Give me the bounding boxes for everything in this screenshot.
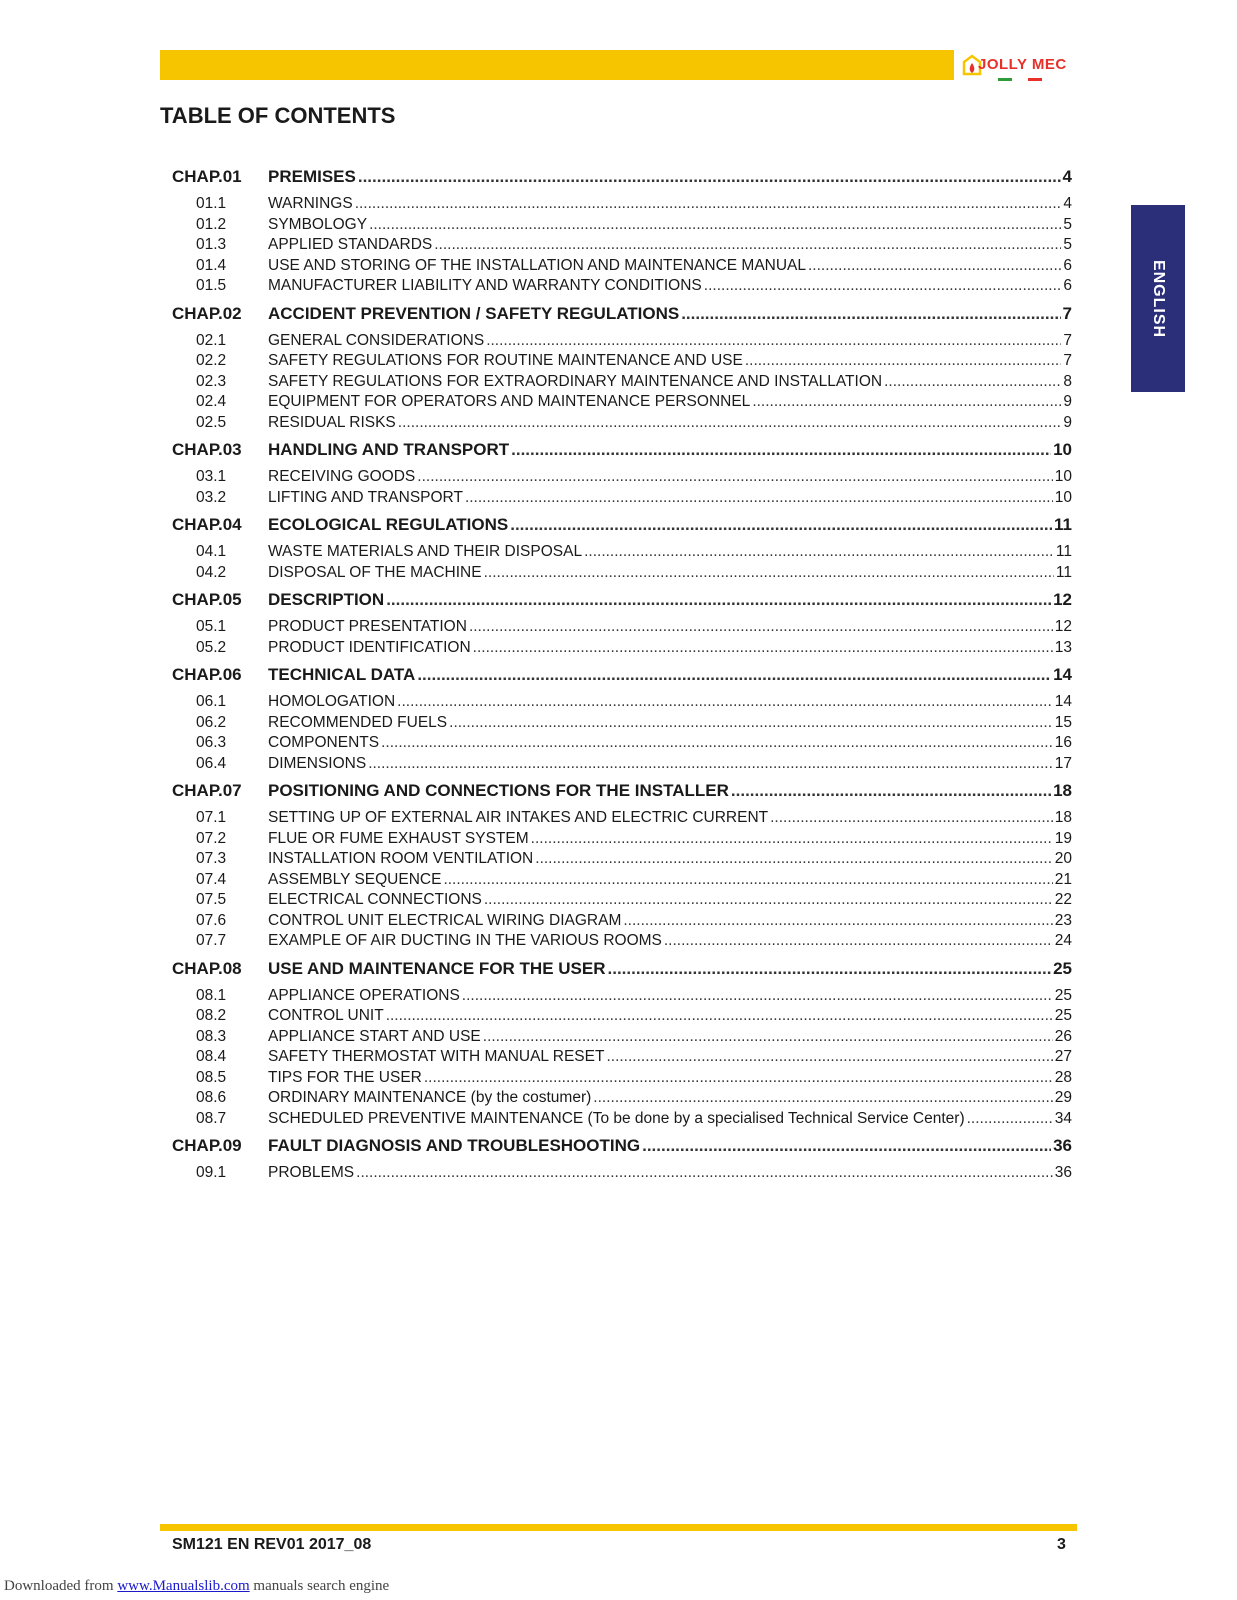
dot-leader <box>606 1048 1052 1066</box>
chapter-page: 10 <box>1053 440 1072 459</box>
section-page: 34 <box>1054 1109 1072 1127</box>
toc-chapter-row[interactable] <box>172 304 1072 332</box>
section-number: 01.2 <box>196 215 227 233</box>
dot-leader <box>967 1110 1053 1128</box>
dot-leader <box>484 564 1054 582</box>
chapter-page: 4 <box>1062 167 1072 186</box>
section-title: SYMBOLOGY <box>268 215 368 233</box>
toc-section-row[interactable] <box>172 1007 1072 1028</box>
chapter-number: CHAP.03 <box>172 440 242 459</box>
dot-leader <box>608 959 1052 979</box>
section-page: 17 <box>1054 754 1072 772</box>
section-page: 5 <box>1063 215 1072 233</box>
dot-leader <box>473 639 1053 657</box>
chapter-number: CHAP.01 <box>172 167 242 186</box>
toc-section-row[interactable] <box>172 393 1072 414</box>
brand-logo <box>962 50 1082 84</box>
section-page: 29 <box>1054 1089 1072 1106</box>
toc-chapter-row[interactable] <box>172 590 1072 618</box>
dot-leader <box>623 912 1052 930</box>
toc-chapter <box>172 590 1072 659</box>
dot-leader <box>398 414 1062 432</box>
section-title: APPLIANCE START AND USE <box>268 1027 481 1045</box>
section-title: DIMENSIONS <box>268 754 367 772</box>
dot-leader <box>681 304 1060 324</box>
section-page: 27 <box>1054 1048 1072 1065</box>
dot-leader <box>443 871 1052 889</box>
toc-chapter <box>172 167 1072 298</box>
section-title: PRODUCT PRESENTATION <box>268 618 467 635</box>
chapter-number: CHAP.07 <box>172 781 242 800</box>
section-number: 04.1 <box>196 543 227 560</box>
toc-section-row[interactable] <box>172 987 1072 1008</box>
section-number: 05.1 <box>196 618 227 635</box>
toc-section-row[interactable] <box>172 543 1072 564</box>
chapter-title: DESCRIPTION <box>268 590 385 609</box>
toc-chapter <box>172 781 1072 953</box>
section-number: 02.3 <box>196 372 227 390</box>
section-page: 18 <box>1054 809 1072 826</box>
dot-leader <box>531 830 1053 848</box>
toc-chapter-row[interactable] <box>172 167 1072 195</box>
toc-chapter-row[interactable] <box>172 515 1072 543</box>
section-title: SAFETY REGULATIONS FOR EXTRAORDINARY MAINTENANCE AND INSTALLATION <box>268 372 883 390</box>
chapter-title: FAULT DIAGNOSIS AND TROUBLESHOOTING <box>268 1136 641 1155</box>
section-number: 01.4 <box>196 256 227 274</box>
section-number: 07.4 <box>196 870 227 888</box>
section-title: WASTE MATERIALS AND THEIR DISPOSAL <box>268 543 583 560</box>
section-title: SCHEDULED PREVENTIVE MAINTENANCE (To be done by a specialised Technical Service Center) <box>268 1109 965 1127</box>
dot-leader <box>434 236 1061 254</box>
dot-leader <box>808 257 1061 275</box>
section-number: 06.3 <box>196 734 227 751</box>
dot-leader <box>424 1069 1053 1087</box>
section-number: 03.1 <box>196 468 227 485</box>
section-number: 08.2 <box>196 1007 227 1024</box>
toc-section-row[interactable] <box>172 809 1072 830</box>
section-page: 6 <box>1063 256 1072 274</box>
section-number: 07.7 <box>196 932 227 949</box>
dot-leader <box>368 755 1053 773</box>
section-title: GENERAL CONSIDERATIONS <box>268 331 485 349</box>
toc-section-row[interactable] <box>172 618 1072 639</box>
toc-section-row[interactable] <box>172 257 1072 278</box>
section-number: 08.5 <box>196 1068 227 1086</box>
toc-section-row[interactable] <box>172 216 1072 237</box>
section-number: 08.6 <box>196 1089 227 1106</box>
section-title: PRODUCT IDENTIFICATION <box>268 638 471 656</box>
dot-leader <box>535 850 1052 868</box>
toc-chapter <box>172 959 1072 1131</box>
dot-leader <box>731 781 1051 801</box>
section-title: SETTING UP OF EXTERNAL AIR INTAKES AND ELECTRIC CURRENT <box>268 809 769 826</box>
toc-section-row[interactable] <box>172 1089 1072 1110</box>
toc-chapter <box>172 665 1072 775</box>
section-title: APPLIANCE OPERATIONS <box>268 986 460 1004</box>
toc-section-row[interactable] <box>172 912 1072 933</box>
flag-green-stripe <box>998 78 1012 81</box>
dot-leader <box>484 891 1053 909</box>
chapter-title: ECOLOGICAL REGULATIONS <box>268 515 509 534</box>
section-number: 08.3 <box>196 1027 227 1045</box>
footer-yellow-bar <box>160 1524 1077 1531</box>
section-page: 20 <box>1054 850 1072 867</box>
section-page: 11 <box>1055 543 1072 560</box>
download-suffix: manuals search engine <box>249 1578 390 1594</box>
chapter-title: ACCIDENT PREVENTION / SAFETY REGULATIONS <box>268 303 680 323</box>
toc-section-row[interactable] <box>172 468 1072 489</box>
toc-section-row[interactable] <box>172 891 1072 912</box>
dot-leader <box>745 352 1062 370</box>
chapter-number: CHAP.04 <box>172 515 242 534</box>
section-title: COMPONENTS <box>268 734 380 751</box>
section-page: 19 <box>1054 829 1072 847</box>
table-of-contents <box>172 167 1072 1191</box>
section-page: 15 <box>1054 713 1072 731</box>
section-number: 02.2 <box>196 352 227 369</box>
section-title: APPLIED STANDARDS <box>268 236 433 253</box>
language-tab-label: ENGLISH <box>1150 259 1167 338</box>
section-number: 03.2 <box>196 488 227 506</box>
section-page: 9 <box>1063 393 1072 410</box>
section-number: 06.2 <box>196 713 227 731</box>
toc-section-row[interactable] <box>172 489 1072 510</box>
chapter-title: PREMISES <box>268 167 356 186</box>
toc-section-row[interactable] <box>172 373 1072 394</box>
flag-red-stripe <box>1028 78 1042 81</box>
section-title: PROBLEMS <box>268 1164 355 1181</box>
section-number: 05.2 <box>196 638 227 656</box>
page-number: 3 <box>1057 1536 1066 1553</box>
toc-section-row[interactable] <box>172 734 1072 755</box>
chapter-page: 14 <box>1053 665 1072 684</box>
dot-leader <box>417 468 1052 486</box>
toc-chapter <box>172 304 1072 435</box>
toc-section-row[interactable] <box>172 195 1072 216</box>
chapter-title: POSITIONING AND CONNECTIONS FOR THE INSTALLER <box>268 781 729 800</box>
section-page: 22 <box>1054 891 1072 908</box>
section-page: 13 <box>1054 638 1072 656</box>
section-page: 5 <box>1063 236 1072 253</box>
toc-section-row[interactable] <box>172 1164 1072 1185</box>
section-title: TIPS FOR THE USER <box>268 1068 422 1086</box>
toc-section-row[interactable] <box>172 564 1072 585</box>
toc-section-row[interactable] <box>172 332 1072 353</box>
section-page: 14 <box>1054 693 1072 710</box>
section-title: DISPOSAL OF THE MACHINE <box>268 563 482 581</box>
section-title: RECEIVING GOODS <box>268 468 416 485</box>
chapter-title: HANDLING AND TRANSPORT <box>268 440 510 459</box>
toc-chapter <box>172 1136 1072 1185</box>
dot-leader <box>664 932 1053 950</box>
section-page: 12 <box>1054 618 1072 635</box>
toc-section-row[interactable] <box>172 1028 1072 1049</box>
chapter-page: 11 <box>1054 515 1072 534</box>
section-title: RESIDUAL RISKS <box>268 413 396 431</box>
section-title: MANUFACTURER LIABILITY AND WARRANTY CONDITIONS <box>268 277 702 294</box>
chapter-page: 18 <box>1053 781 1072 800</box>
toc-section-row[interactable] <box>172 1048 1072 1069</box>
chapter-title: USE AND MAINTENANCE FOR THE USER <box>268 958 606 978</box>
section-number: 06.1 <box>196 693 227 710</box>
dot-leader <box>386 590 1051 610</box>
header-yellow-bar <box>160 50 954 80</box>
dot-leader <box>752 393 1061 411</box>
toc-section-row[interactable] <box>172 352 1072 373</box>
section-title: FLUE OR FUME EXHAUST SYSTEM <box>268 829 529 847</box>
dot-leader <box>593 1089 1052 1107</box>
toc-chapter-row[interactable] <box>172 440 1072 468</box>
toc-section-row[interactable] <box>172 871 1072 892</box>
dot-leader <box>386 1007 1053 1025</box>
section-page: 7 <box>1063 331 1072 349</box>
section-title: SAFETY THERMOSTAT WITH MANUAL RESET <box>268 1048 605 1065</box>
logo-text: JOLLY MEC <box>978 56 1067 73</box>
section-number: 08.7 <box>196 1109 227 1127</box>
section-number: 02.5 <box>196 413 227 431</box>
chapter-number: CHAP.08 <box>172 958 242 978</box>
section-number: 01.3 <box>196 236 227 253</box>
toc-chapter <box>172 440 1072 509</box>
section-title: LIFTING AND TRANSPORT <box>268 488 463 506</box>
section-number: 02.1 <box>196 331 227 349</box>
section-title: SAFETY REGULATIONS FOR ROUTINE MAINTENANCE AND USE <box>268 352 743 369</box>
toc-chapter-row[interactable] <box>172 1136 1072 1164</box>
section-number: 04.2 <box>196 563 227 581</box>
section-page: 28 <box>1054 1068 1072 1086</box>
toc-section-row[interactable] <box>172 277 1072 298</box>
language-tab <box>1131 205 1185 392</box>
dot-leader <box>770 809 1053 827</box>
download-prefix: Downloaded from <box>4 1578 118 1594</box>
section-title: EXAMPLE OF AIR DUCTING IN THE VARIOUS ROOMS <box>268 932 662 949</box>
toc-chapter-row[interactable] <box>172 959 1072 987</box>
section-number: 01.1 <box>196 195 227 212</box>
section-title: RECOMMENDED FUELS <box>268 713 448 731</box>
chapter-number: CHAP.09 <box>172 1136 242 1155</box>
section-page: 10 <box>1054 488 1072 506</box>
toc-section-row[interactable] <box>172 755 1072 776</box>
section-page: 11 <box>1055 563 1072 581</box>
section-title: CONTROL UNIT <box>268 1007 384 1024</box>
section-title: INSTALLATION ROOM VENTILATION <box>268 850 534 867</box>
section-page: 7 <box>1063 352 1072 369</box>
section-number: 07.6 <box>196 911 227 929</box>
section-title: EQUIPMENT FOR OPERATORS AND MAINTENANCE PERSONNEL <box>268 393 751 410</box>
page-title: TABLE OF CONTENTS <box>160 103 396 128</box>
section-page: 8 <box>1063 372 1072 390</box>
toc-chapter <box>172 515 1072 584</box>
dot-leader <box>462 987 1053 1005</box>
toc-section-row[interactable] <box>172 236 1072 257</box>
section-title: ASSEMBLY SEQUENCE <box>268 870 442 888</box>
dot-leader <box>469 618 1053 636</box>
dot-leader <box>449 714 1053 732</box>
section-number: 09.1 <box>196 1164 227 1181</box>
section-page: 10 <box>1054 468 1072 485</box>
dot-leader <box>358 167 1061 187</box>
dot-leader <box>584 543 1054 561</box>
dot-leader <box>486 332 1061 350</box>
section-title: ELECTRICAL CONNECTIONS <box>268 891 482 908</box>
chapter-number: CHAP.02 <box>172 303 242 323</box>
toc-section-row[interactable] <box>172 932 1072 953</box>
section-number: 01.5 <box>196 277 227 294</box>
section-number: 07.5 <box>196 891 227 908</box>
dot-leader <box>356 1164 1053 1182</box>
dot-leader <box>417 665 1051 685</box>
chapter-page: 12 <box>1053 590 1072 609</box>
toc-section-row[interactable] <box>172 714 1072 735</box>
section-title: WARNINGS <box>268 195 353 212</box>
toc-chapter-row[interactable] <box>172 781 1072 809</box>
section-number: 06.4 <box>196 754 227 772</box>
section-title: HOMOLOGATION <box>268 693 396 710</box>
dot-leader <box>704 277 1062 295</box>
toc-chapter-row[interactable] <box>172 665 1072 693</box>
chapter-page: 25 <box>1053 958 1072 978</box>
section-number: 02.4 <box>196 393 227 410</box>
chapter-number: CHAP.05 <box>172 590 242 609</box>
section-title: USE AND STORING OF THE INSTALLATION AND MAINTENANCE MANUAL <box>268 256 806 274</box>
toc-section-row[interactable] <box>172 414 1072 435</box>
chapter-page: 7 <box>1062 303 1072 323</box>
dot-leader <box>642 1136 1051 1156</box>
section-page: 36 <box>1054 1164 1072 1181</box>
dot-leader <box>483 1028 1053 1046</box>
section-page: 25 <box>1054 986 1072 1004</box>
section-page: 6 <box>1063 277 1072 294</box>
section-number: 07.2 <box>196 829 227 847</box>
section-number: 08.1 <box>196 986 227 1004</box>
toc-section-row[interactable] <box>172 693 1072 714</box>
dot-leader <box>355 195 1062 213</box>
section-page: 9 <box>1063 413 1072 431</box>
section-number: 07.1 <box>196 809 227 826</box>
section-page: 25 <box>1054 1007 1072 1024</box>
dot-leader <box>465 489 1053 507</box>
dot-leader <box>510 515 1052 535</box>
section-page: 26 <box>1054 1027 1072 1045</box>
manualslib-link[interactable]: www.Manualslib.com <box>117 1578 250 1594</box>
toc-section-row[interactable] <box>172 1069 1072 1090</box>
toc-section-row[interactable] <box>172 830 1072 851</box>
chapter-number: CHAP.06 <box>172 665 242 684</box>
toc-section-row[interactable] <box>172 850 1072 871</box>
dot-leader <box>381 734 1053 752</box>
section-page: 4 <box>1063 195 1072 212</box>
dot-leader <box>511 440 1051 460</box>
toc-section-row[interactable] <box>172 1110 1072 1131</box>
document-code: SM121 EN REV01 2017_08 <box>172 1536 372 1553</box>
section-page: 24 <box>1054 932 1072 949</box>
section-page: 21 <box>1054 870 1072 888</box>
section-number: 07.3 <box>196 850 227 867</box>
chapter-title: TECHNICAL DATA <box>268 665 416 684</box>
section-page: 16 <box>1054 734 1072 751</box>
section-number: 08.4 <box>196 1048 227 1065</box>
section-page: 23 <box>1054 911 1072 929</box>
section-title: CONTROL UNIT ELECTRICAL WIRING DIAGRAM <box>268 911 622 929</box>
section-title: ORDINARY MAINTENANCE (by the costumer) <box>268 1089 592 1106</box>
download-notice <box>4 1578 389 1595</box>
chapter-page: 36 <box>1053 1136 1072 1155</box>
dot-leader <box>884 373 1061 391</box>
dot-leader <box>369 216 1061 234</box>
dot-leader <box>397 693 1053 711</box>
toc-section-row[interactable] <box>172 639 1072 660</box>
